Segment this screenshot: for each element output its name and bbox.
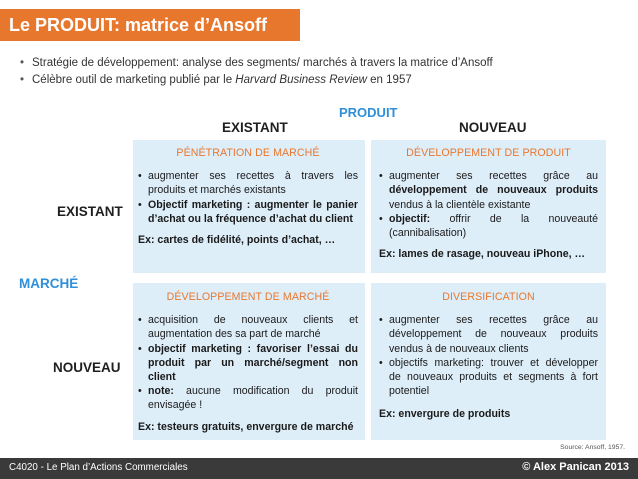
footer-copyright: © Alex Panican 2013	[522, 461, 629, 473]
source-note: Source: Ansoff, 1957.	[560, 444, 625, 451]
cell-bullet: • objectifs marketing: trouver et développer de nouveaux produits et segments à fort potentiel	[379, 356, 598, 399]
slide-title: Le PRODUIT: matrice d’Ansoff	[0, 9, 300, 41]
footer-bar	[0, 458, 638, 479]
intro-bullet-2: • Célèbre outil de marketing publié par le Harvard Business Review en 1957	[18, 72, 628, 89]
cell-example: Ex: cartes de fidélité, points d’achat, …	[138, 234, 336, 247]
column-header-existant: EXISTANT	[222, 120, 288, 135]
cell-title: DIVERSIFICATION	[442, 291, 535, 303]
cell-bullet: • augmenter ses recettes grâce au développement de nouveaux produits vendus à la clientèle existante	[379, 169, 598, 212]
cell-title: PÉNÉTRATION DE MARCHÉ	[176, 147, 320, 159]
matrix-cell-penetration	[133, 140, 365, 273]
row-header-existant: EXISTANT	[57, 204, 123, 219]
footer-course-label: C4020 - Le Plan d’Actions Commerciales	[9, 462, 188, 473]
row-header-nouveau: NOUVEAU	[53, 360, 121, 375]
cell-bullet: • augmenter ses recettes à travers les produits et marchés existants	[138, 169, 358, 197]
intro-bullets	[18, 55, 628, 89]
cell-bullet: • note: aucune modification du produit envisagée !	[138, 384, 358, 412]
cell-bullet: • augmenter ses recettes grâce au développement de nouveaux produits vendus à de nouveaux clients	[379, 313, 598, 356]
cell-title: DÉVELOPPEMENT DE MARCHÉ	[166, 291, 330, 303]
axis-marche-header: MARCHÉ	[19, 276, 79, 291]
cell-bullet: • Objectif marketing : augmenter le panier d’achat ou la fréquence d’achat du client	[138, 198, 358, 226]
cell-bullet: • objectif: offrir de la nouveauté (cannibalisation)	[379, 212, 598, 240]
column-header-nouveau: NOUVEAU	[459, 120, 527, 135]
matrix-cell-diversification	[371, 283, 606, 440]
hbr-reference: Harvard Business Review	[235, 74, 367, 86]
cell-example: Ex: envergure de produits	[379, 408, 511, 421]
cell-bullet: • objectif marketing : favoriser l’essai du produit par un marché/segment non client	[138, 342, 358, 385]
intro-bullet-1: • Stratégie de développement: analyse des segments/ marchés à travers la matrice d’Ansoff	[18, 55, 628, 72]
cell-example: Ex: testeurs gratuits, envergure de marché	[138, 420, 354, 433]
matrix-cell-dev-produit	[371, 140, 606, 273]
cell-title: DÉVELOPPEMENT DE PRODUIT	[406, 147, 571, 159]
cell-bullet: • acquisition de nouveaux clients et augmentation des sa part de marché	[138, 313, 358, 341]
cell-example: Ex: lames de rasage, nouveau iPhone, …	[379, 248, 586, 261]
matrix-cell-dev-marche	[133, 283, 365, 440]
